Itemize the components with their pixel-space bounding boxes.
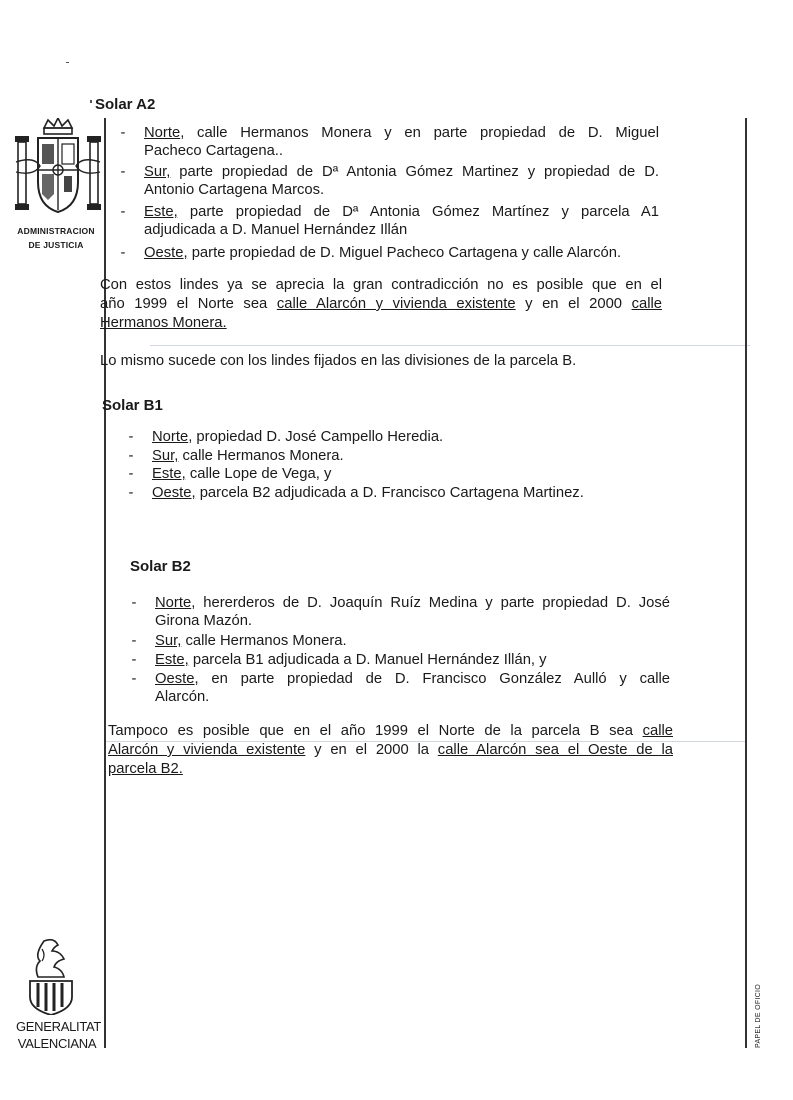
- underlined-text: parcela B2.: [108, 761, 183, 777]
- generalitat-label-line1: GENERALITAT: [16, 1019, 102, 1034]
- scan-speck: [90, 100, 92, 103]
- scan-artifact-line: [150, 345, 750, 346]
- boundary-key: Este,: [152, 466, 186, 482]
- left-margin-rule: [104, 118, 106, 1048]
- boundary-text-continued: adjudicada a D. Manuel Hernández Illán: [144, 222, 408, 238]
- boundary-text-continued: Pacheco Cartagena..: [144, 143, 284, 159]
- boundary-text: calle Hermanos Monera.: [181, 633, 347, 649]
- underlined-text: calle Alarcón y vivienda existente: [276, 296, 516, 312]
- list-bullet: -: [128, 485, 134, 501]
- paragraph-parcela-b: Lo mismo sucede con los lindes fijados en las divisiones de la parcela B.: [100, 353, 577, 369]
- underlined-text: calle: [631, 296, 662, 312]
- coat-of-arms-icon: [14, 118, 102, 218]
- boundary-text: calle Lope de Vega, y: [185, 466, 332, 482]
- boundary-text: parte propiedad de Dª Antonia Gómez Martínez y parcela A1: [177, 204, 659, 220]
- boundary-key: Norte: [152, 429, 189, 445]
- boundary-text: , hererderos de D. Joaquín Ruíz Medina y parte propiedad D. José: [191, 595, 670, 611]
- list-item: [128, 484, 672, 502]
- generalitat-label: [16, 1018, 102, 1052]
- list-bullet: -: [131, 671, 137, 687]
- boundary-key: Norte: [144, 125, 181, 141]
- list-bullet: -: [128, 466, 134, 482]
- boundary-text: parcela B2 adjudicada a D. Francisco Cartagena Martinez.: [195, 485, 584, 501]
- paragraph-line: [108, 760, 673, 779]
- list-item: [131, 651, 670, 669]
- list-bullet: -: [120, 125, 126, 141]
- list-bullet: -: [131, 652, 137, 668]
- boundary-key: Oeste,: [155, 671, 199, 687]
- boundary-text: calle Hermanos Monera.: [178, 448, 344, 464]
- list-item: [120, 203, 659, 239]
- section-heading-solar-a2: Solar A2: [95, 96, 156, 113]
- generalitat-bat-logo-icon: [24, 937, 78, 1015]
- list-item: [128, 447, 672, 465]
- institution-label: [10, 224, 102, 252]
- list-item: [128, 428, 672, 446]
- institution-label-line2: DE JUSTICIA: [28, 240, 84, 250]
- list-bullet: -: [131, 633, 137, 649]
- list-item: [131, 670, 670, 706]
- boundary-text: , propiedad D. José Campello Heredia.: [188, 429, 444, 445]
- boundary-text: parcela B1 adjudicada a D. Manuel Hernández Illán, y: [188, 652, 547, 668]
- boundary-text: , calle Hermanos Monera y en parte propiedad de D. Miguel: [180, 125, 659, 141]
- boundary-key: Norte: [155, 595, 192, 611]
- section-heading-solar-b2: Solar B2: [130, 558, 191, 575]
- paragraph-line: [100, 314, 662, 333]
- text-run: año 1999 el Norte sea: [100, 296, 277, 312]
- underlined-text: Hermanos Monera.: [100, 315, 227, 331]
- section-heading-solar-b1: Solar B1: [102, 397, 163, 414]
- underlined-text: Alarcón y vivienda existente: [108, 742, 306, 758]
- list-bullet: -: [128, 448, 134, 464]
- boundary-text-continued: Girona Mazón.: [155, 613, 253, 629]
- paragraph-line: [108, 722, 673, 741]
- paragraph-contradiction: [100, 276, 662, 333]
- boundary-key: Este,: [144, 204, 178, 220]
- list-item: [120, 124, 659, 160]
- scan-speck: [66, 62, 69, 63]
- right-margin-rule: [745, 118, 747, 1048]
- boundary-text: en parte propiedad de D. Francisco González Aulló y calle: [198, 671, 670, 687]
- paragraph-line: [108, 741, 673, 760]
- boundary-key: Oeste,: [144, 245, 188, 261]
- boundary-key: Sur,: [155, 633, 182, 649]
- list-bullet: -: [128, 429, 134, 445]
- list-item: [128, 465, 672, 483]
- list-bullet: -: [120, 245, 126, 261]
- paragraph-line: Con estos lindes ya se aprecia la gran contradicción no es posible que en el: [100, 277, 662, 293]
- paragraph-tampoco: [108, 722, 673, 779]
- paragraph-line: [100, 295, 662, 314]
- text-run: y en el 2000 la: [305, 742, 438, 758]
- boundary-text-continued: Antonio Cartagena Marcos.: [144, 182, 325, 198]
- underlined-text: calle: [642, 723, 673, 739]
- underlined-text: calle Alarcón sea el Oeste de la: [437, 742, 674, 758]
- list-bullet: -: [120, 164, 126, 180]
- boundary-text-continued: Alarcón.: [155, 689, 210, 705]
- list-item: [120, 244, 704, 262]
- boundary-key: Sur,: [152, 448, 179, 464]
- boundary-key: Oeste,: [152, 485, 196, 501]
- boundary-key: Sur,: [144, 164, 171, 180]
- list-bullet: -: [131, 595, 137, 611]
- generalitat-label-line2: VALENCIANA: [17, 1036, 97, 1051]
- list-item: [131, 632, 670, 650]
- boundary-text: parte propiedad de Dª Antonia Gómez Martinez y propiedad de D.: [170, 164, 659, 180]
- institution-label-line1: ADMINISTRACION: [17, 226, 95, 236]
- text-run: y en el 2000: [515, 296, 632, 312]
- boundary-text: parte propiedad de D. Miguel Pacheco Cartagena y calle Alarcón.: [187, 245, 622, 261]
- boundary-key: Este,: [155, 652, 189, 668]
- paper-type-label: PAPEL DE OFICIO: [755, 983, 762, 1048]
- list-bullet: -: [120, 204, 126, 220]
- list-item: [120, 163, 659, 199]
- text-run: Tampoco es posible que en el año 1999 el Norte de la parcela B sea: [108, 723, 643, 739]
- list-item: [131, 594, 670, 630]
